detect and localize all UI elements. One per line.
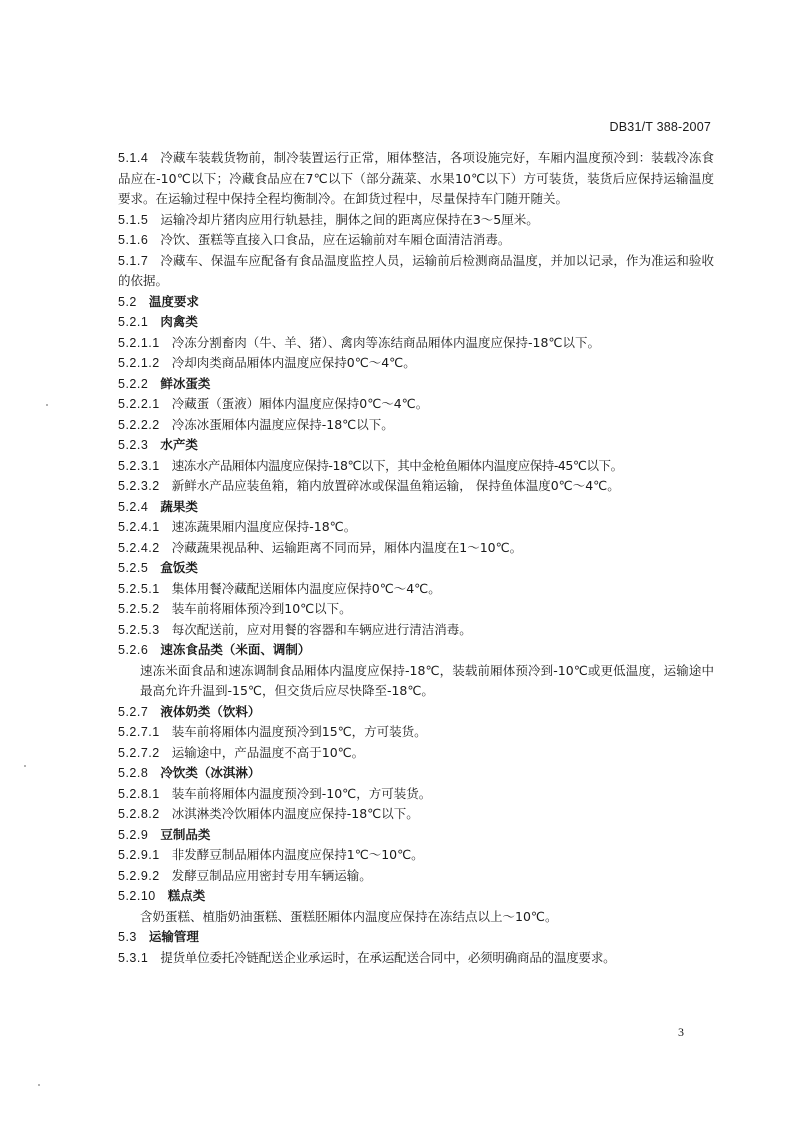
clause-text: 冷却肉类商品厢体内温度应保持0℃～4℃。: [171, 355, 416, 370]
section-title: 冷饮类（冰淇淋）: [160, 765, 261, 780]
subsection-heading-5-2-7: [118, 702, 714, 723]
clause-number: 5.2.5.3: [118, 622, 160, 637]
section-title: 速冻食品类（米面、调制）: [160, 642, 311, 657]
subsection-heading-5-2-2: [118, 374, 714, 395]
clause-text: 提货单位委托冷链配送企业承运时，在承运配送合同中，必须明确商品的温度要求。: [160, 949, 616, 965]
clause-text: 冷藏车、保温车应配备有食品温度监控人员，运输前后检测商品温度，并加以记录，作为准运和验收的依据。: [118, 252, 714, 288]
clause-5-2-7-2: [118, 743, 714, 764]
clause-number: 5.2.7.2: [118, 745, 160, 760]
clause-number: 5.1.7: [118, 253, 149, 268]
clause-text: 装车前将厢体内温度预冷到-10℃，方可装货。: [171, 785, 432, 801]
page-number: 3: [678, 1025, 684, 1039]
clause-number: 5.1.5: [118, 212, 149, 227]
clause-number: 5.2.2.2: [118, 417, 160, 432]
section-title: 液体奶类（饮料）: [160, 703, 261, 719]
clause-5-2-5-2: [118, 599, 714, 620]
subsection-heading-5-2-9: [118, 825, 714, 846]
subsection-heading-5-2-4: [118, 497, 714, 518]
clause-text: 装车前将厢体内温度预冷到15℃，方可装货。: [171, 724, 427, 739]
clause-5-2-1-1: [118, 333, 714, 354]
section-title: 水产类: [160, 437, 198, 452]
clause-text: 每次配送前，应对用餐的容器和车辆应进行清洁消毒。: [171, 621, 472, 637]
clause-number: 5.1.6: [118, 233, 149, 247]
clause-5-2-7-1: [118, 722, 714, 743]
clause-5-2-3-1: [118, 456, 714, 477]
section-title: 鲜冰蛋类: [160, 375, 211, 391]
clause-text: 新鲜水产品应装鱼箱，箱内放置碎冰或保温鱼箱运输， 保持鱼体温度0℃～4℃。: [171, 478, 620, 493]
section-heading-5-3: [118, 927, 714, 948]
clause-text: 冷冻分割畜肉（牛、羊、猪）、禽肉等冻结商品厢体内温度应保持-18℃以下。: [171, 334, 600, 350]
clause-text: 冷藏蔬果视品种、运输距离不同而异，厢体内温度在1～10℃。: [171, 539, 523, 555]
document-body: [118, 148, 714, 968]
clause-number: 5.2.4.1: [118, 520, 160, 534]
clause-5-2-8-1: [118, 784, 714, 805]
section-number: 5.2.10: [118, 889, 156, 903]
subsection-heading-5-2-10: [118, 886, 714, 907]
section-number: 5.2.7: [118, 704, 149, 719]
section-title: 运输管理: [148, 929, 199, 944]
section-title: 肉禽类: [160, 314, 198, 329]
clause-number: 5.2.2.1: [118, 397, 160, 411]
paragraph-5-2-10: [118, 907, 714, 928]
clause-number: 5.2.8.1: [118, 786, 160, 801]
paragraph-text: 速冻米面食品和速冻调制食品厢体内温度应保持-18℃，装载前厢体预冷到-10℃或更低温度，运输途中最高允许升温到-15℃，但交货后应尽快降至-18℃。: [140, 662, 714, 698]
paragraph-text: 含奶蛋糕、植脂奶油蛋糕、蛋糕胚厢体内温度应保持在冻结点以上～10℃。: [140, 908, 558, 924]
subsection-heading-5-2-5: [118, 558, 714, 579]
clause-5-2-5-1: [118, 579, 714, 600]
clause-text: 装车前将厢体预冷到10℃以下。: [171, 601, 352, 616]
document-code: DB31/T 388-2007: [609, 120, 711, 134]
clause-text: 非发酵豆制品厢体内温度应保持1℃～10℃。: [171, 847, 424, 862]
clause-5-3-1: [118, 948, 714, 969]
subsection-heading-5-2-6: [118, 640, 714, 661]
section-number: 5.2.8: [118, 766, 149, 780]
scan-speck: [24, 765, 26, 767]
clause-5-2-4-2: [118, 538, 714, 559]
clause-number: 5.3.1: [118, 950, 149, 965]
clause-5-2-5-3: [118, 620, 714, 641]
clause-5-1-7: [118, 251, 714, 292]
scan-speck: [46, 404, 48, 406]
clause-text: 冷饮、蛋糕等直接入口食品，应在运输前对车厢仓面清洁消毒。: [160, 232, 511, 247]
section-number: 5.2: [118, 294, 137, 309]
section-number: 5.2.2: [118, 376, 149, 391]
section-number: 5.2.9: [118, 827, 149, 842]
section-number: 5.2.3: [118, 438, 149, 452]
clause-number: 5.1.4: [118, 151, 149, 165]
clause-text: 速冻水产品厢体内温度应保持-18℃以下，其中金枪鱼厢体内温度应保持-45℃以下。: [171, 457, 623, 473]
clause-text: 运输途中，产品温度不高于10℃。: [171, 744, 365, 760]
clause-5-2-8-2: [118, 804, 714, 825]
clause-5-1-4: [118, 148, 714, 210]
section-title: 蔬果类: [160, 498, 198, 514]
clause-text: 集体用餐冷藏配送厢体内温度应保持0℃～4℃。: [171, 580, 441, 596]
clause-number: 5.2.1.2: [118, 356, 160, 370]
clause-text: 冰淇淋类冷饮厢体内温度应保持-18℃以下。: [171, 806, 419, 821]
clause-number: 5.2.1.1: [118, 335, 160, 350]
clause-number: 5.2.5.1: [118, 581, 160, 596]
clause-5-2-4-1: [118, 517, 714, 538]
subsection-heading-5-2-1: [118, 312, 714, 333]
subsection-heading-5-2-8: [118, 763, 714, 784]
section-number: 5.2.5: [118, 561, 149, 575]
clause-text: 冷藏车装载货物前，制冷装置运行正常，厢体整洁，各项设施完好，车厢内温度预冷到：装载冷冻食品应在-10℃以下；冷藏食品应在7℃以下（部分蔬菜、水果10℃以下）方可装货，装货后应保持运输温度要求。在运输过程中保持全程均衡制冷。在卸货过程中，尽量保持车门随开随关。: [118, 150, 714, 206]
clause-number: 5.2.7.1: [118, 725, 160, 739]
section-title: 糕点类: [167, 888, 206, 903]
clause-number: 5.2.8.2: [118, 807, 160, 821]
section-number: 5.2.1: [118, 315, 149, 329]
section-number: 5.2.4: [118, 499, 149, 514]
clause-text: 冷藏蛋（蛋液）厢体内温度应保持0℃～4℃。: [171, 396, 429, 411]
clause-5-2-1-2: [118, 353, 714, 374]
clause-5-1-6: [118, 230, 714, 251]
clause-number: 5.2.5.2: [118, 602, 160, 616]
section-title: 豆制品类: [160, 826, 211, 842]
subsection-heading-5-2-3: [118, 435, 714, 456]
clause-number: 5.2.3.2: [118, 479, 160, 493]
section-number: 5.2.6: [118, 643, 149, 657]
clause-text: 发酵豆制品应用密封专用车辆运输。: [171, 867, 372, 883]
clause-5-2-2-2: [118, 415, 714, 436]
clause-number: 5.2.4.2: [118, 540, 160, 555]
section-title: 温度要求: [148, 293, 199, 309]
paragraph-5-2-6: [118, 661, 714, 702]
clause-5-2-9-1: [118, 845, 714, 866]
clause-text: 速冻蔬果厢内温度应保持-18℃。: [171, 519, 357, 534]
scan-speck: [38, 1084, 40, 1086]
clause-text: 冷冻冰蛋厢体内温度应保持-18℃以下。: [171, 416, 394, 432]
clause-text: 运输冷却片猪肉应用行轨悬挂，胴体之间的距离应保持在3～5厘米。: [160, 211, 539, 227]
clause-5-1-5: [118, 210, 714, 231]
section-number: 5.3: [118, 930, 137, 944]
clause-number: 5.2.3.1: [118, 458, 160, 473]
clause-number: 5.2.9.1: [118, 848, 160, 862]
clause-number: 5.2.9.2: [118, 868, 160, 883]
clause-5-2-3-2: [118, 476, 714, 497]
clause-5-2-9-2: [118, 866, 714, 887]
section-heading-5-2: [118, 292, 714, 313]
section-title: 盒饭类: [160, 560, 198, 575]
clause-5-2-2-1: [118, 394, 714, 415]
